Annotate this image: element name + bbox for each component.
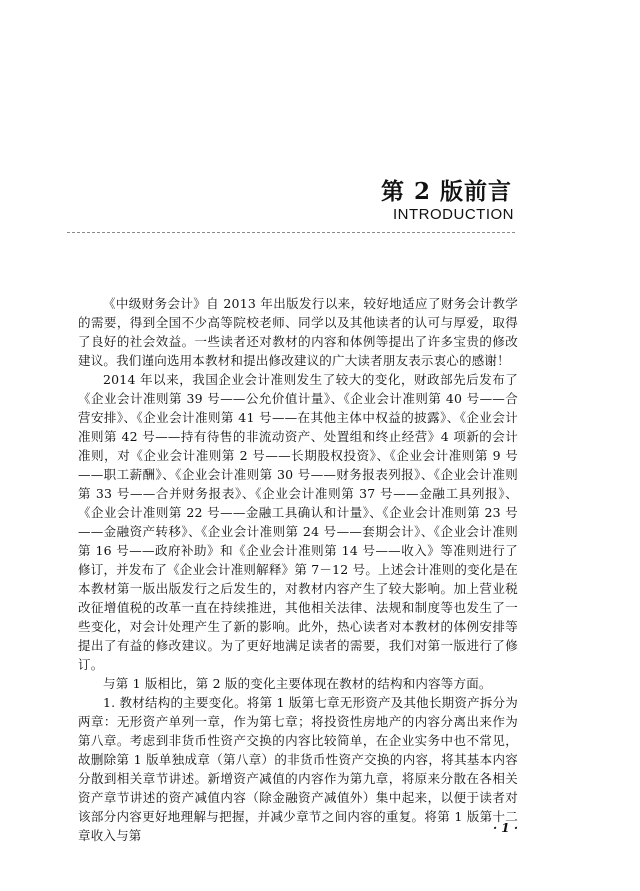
body-text bbox=[78, 294, 518, 845]
paragraph-version-comparison: 与第 1 版相比，第 2 版的变化主要体现在教材的结构和内容等方面。 bbox=[103, 676, 492, 691]
paragraph-intro: 《中级财务会计》自 2013 年出版发行以来，较好地适应了财务会计教学的需要，得到全国不少高等院校老师、同学以及其他读者的认可与厚爱，取得了良好的社会效益。一些读者还对教材的内容和体例等提出了许多宝贵的修改建议。我们谨向选用本教材和提出修改建议的广大读者朋友表示衷心的感谢！ bbox=[78, 296, 518, 368]
page-number: · 1 · bbox=[492, 821, 518, 835]
header-divider bbox=[67, 232, 515, 233]
page-header bbox=[0, 0, 640, 240]
paragraph-standards-changes: 2014 年以来，我国企业会计准则发生了较大的变化，财政部先后发布了《企业会计准则第 39 号——公允价值计量》、《企业会计准则第 40 号——合营安排》、《企业会计准则第 41 号——在其他主体中权益的披露》、《企业会计准则第 42 号——持有待售的非流动资产、处置组和终止经营》4 项新的会计准则，对《企业会计准则第 2 号——长期股权投资》、《企业会计准则第 9 号——职工薪酬》、《企业会计准则第 30 号——财务报表列报》、《企业会计准则第 33 号——合并财务报表》、《企业会计准则第 37 号——金融工具列报》、《企业会计准则第 22 号——金融工具确认和计量》、《企业会计准则第 23 号——金融资产转移》、《企业会计准则第 24 号——套期会计》、《企业会计准则第 16 号——政府补助》和《企业会计准则第 14 号——收入》等准则进行了修订，并发布了《企业会计准则解释》第 7－12 号。上述会计准则的变化是在本教材第一版出版发行之后发生的，对教材内容产生了较大影响。加上营业税改征增值税的改革一直在持续推进，其他相关法律、法规和制度等也发生了一些变化，对会计处理产生了新的影响。此外，热心读者对本教材的体例安排等提出了有益的修改建议。为了更好地满足读者的需要，我们对第一版进行了修订。 bbox=[78, 372, 518, 672]
paragraph-structure-changes: 1. 教材结构的主要变化。将第 1 版第七章无形资产及其他长期资产拆分为两章：无形资产单列一章，作为第七章；将投资性房地产的内容分离出来作为第八章。考虑到非货币性资产交换的内容比较简单，在企业实务中也不常见，故删除第 1 版单独成章（第八章）的非货币性资产交换的内容，将其基本内容分散到相关章节讲述。新增资产减值的内容作为第九章，将原来分散在各相关资产章节讲述的资产减值内容（除金融资产减值外）集中起来，以便于读者对该部分内容更好地理解与把握，并减少章节之间内容的重复。将第 1 版第十二章收入与第 bbox=[78, 695, 518, 843]
page-title: 第 2 版前言 bbox=[380, 178, 512, 205]
page-subtitle: INTRODUCTION bbox=[393, 206, 514, 223]
